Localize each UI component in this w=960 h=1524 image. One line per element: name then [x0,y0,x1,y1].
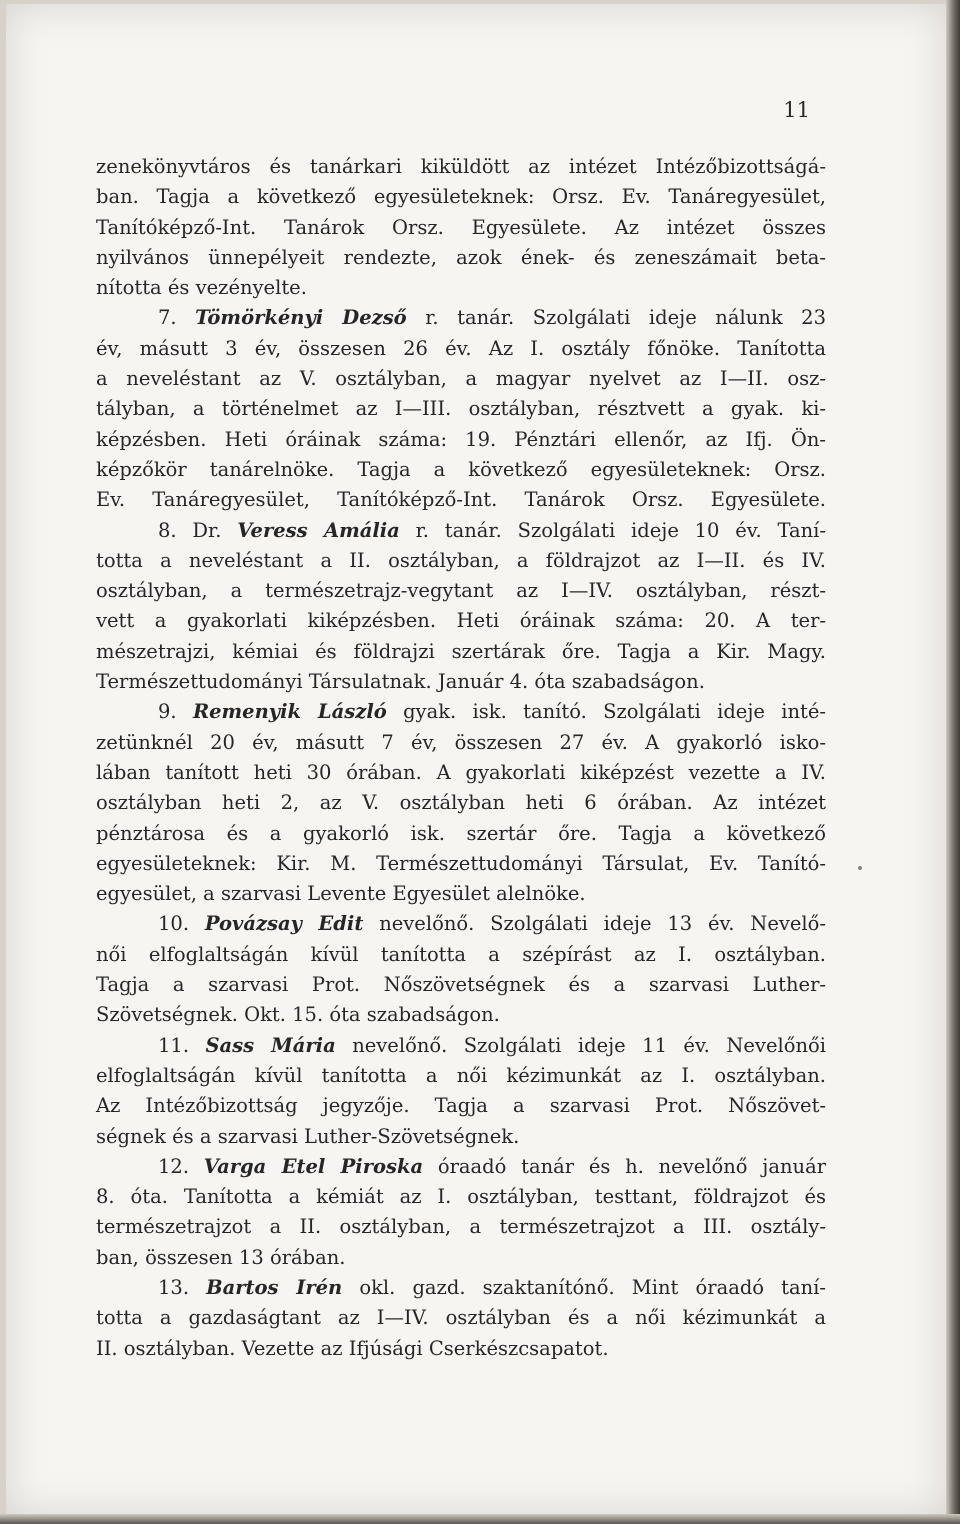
text-line: Ev. Tanáregyesület, Tanítóképző-Int. Tanárok Orsz. Egyesülete. [96,488,826,512]
page-number: 11 [783,98,810,122]
entry-text: r. tanár. Szolgálati ideje nálunk 23 [425,306,826,330]
staff-name: Povázsay Edit [204,912,364,936]
staff-name: Varga Etel Piroska [203,1154,424,1178]
entry-number: 12. [158,1154,190,1178]
entry-number: 8. Dr. [158,518,222,542]
text-line: női elfoglaltságán kívül tanította a szépírást az I. osztályban. [96,942,826,966]
dust-speck [858,866,862,870]
text-line: Az Intézőbizottság jegyzője. Tagja a szarvasi Prot. Nőszövet- [96,1094,826,1118]
text-line: egyesületeknek: Kir. M. Természettudományi Társulat, Ev. Tanító- [96,851,826,875]
entry-first-line [96,909,826,939]
text-line: egyesület, a szarvasi Levente Egyesület alelnöke. [96,882,586,906]
staff-name: Bartos Irén [206,1275,343,1299]
text-line: elfoglaltságán kívül tanította a női kézimunkát az I. osztályban. [96,1063,826,1087]
text-line: zetünknél 20 év, másutt 7 év, összesen 27 év. A gyakorló isko- [96,730,826,754]
entry-first-line [96,697,826,727]
text-line: totta a neveléstant a II. osztályban, a földrajzot az I—II. és IV. [96,548,826,572]
text-line: ban, összesen 13 órában. [96,1245,346,1269]
text-line: vett a gyakorlati kiképzésben. Heti óráinak száma: 20. A ter- [96,609,826,633]
text-line: képzésben. Heti óráinak száma: 19. Pénztári ellenőr, az Ifj. Ön- [96,427,826,451]
staff-name: Veress Amália [237,518,400,542]
text-line: ségnek és a szarvasi Luther-Szövetségnek. [96,1124,520,1148]
entry-text: r. tanár. Szolgálati ideje 10 év. Taní- [415,518,826,542]
text-line: Tagja a szarvasi Prot. Nőszövetségnek és a szarvasi Luther- [96,973,826,997]
text-line: ban. Tagja a következő egyesületeknek: Orsz. Ev. Tanáregyesület, [96,185,826,209]
entry-number: 9. [158,700,177,724]
entry-first-line [96,1152,826,1182]
text-line: 8. óta. Tanította a kémiát az I. osztályban, testtant, földrajzot és [96,1185,826,1209]
entry-first-line [96,303,826,333]
entry-number: 13. [158,1275,190,1299]
page-edge-shadow [946,0,960,1524]
entry-number: 11. [158,1033,190,1057]
entry-text: nevelőnő. Szolgálati ideje 13 év. Nevelő- [379,912,826,936]
text-line: Természettudományi Társulatnak. Január 4. óta szabadságon. [96,670,705,694]
text-line: természetrajzot a II. osztályban, a természetrajzot a III. osztály- [96,1215,826,1239]
page-bottom-shadow [0,1514,960,1524]
entry-first-line [96,1031,826,1061]
text-line: pénztárosa és a gyakorló isk. szertár őre. Tagja a következő [96,821,826,845]
entry-text: okl. gazd. szaktanítónő. Mint óraadó taní- [359,1275,827,1299]
entry-number: 10. [158,912,190,936]
text-line: lában tanított heti 30 órában. A gyakorlati kiképzést vezette a IV. [96,760,826,784]
text-line: a neveléstant az V. osztályban, a magyar nyelvet az I—II. osz- [96,367,826,391]
staff-name: Remenyik László [192,700,387,724]
text-line: év, másutt 3 év, összesen 26 év. Az I. osztály főnöke. Tanította [96,336,826,360]
entry-first-line [96,516,826,546]
text-line: osztályban heti 2, az V. osztályban heti 6 órában. Az intézet [96,791,826,815]
text-line: nyilvános ünnepélyeit rendezte, azok ének- és zeneszámait beta- [96,245,826,269]
entry-text: óraadó tanár és h. nevelőnő január [437,1154,827,1178]
text-line: tályban, a történelmet az I—III. osztályban, résztvett a gyak. ki- [96,397,826,421]
text-line: mészetrajzi, kémiai és földrajzi szertárak őre. Tagja a Kir. Magy. [96,639,826,663]
text-line: Tanítóképző-Int. Tanárok Orsz. Egyesülete. Az intézet összes [96,215,826,239]
text-line: osztályban, a természetrajz-vegytant az I—IV. osztályban, részt- [96,579,826,603]
entry-number: 7. [158,306,177,330]
entry-text: gyak. isk. tanító. Szolgálati ideje inté- [403,700,827,724]
entry-text: nevelőnő. Szolgálati ideje 11 év. Nevelőnői [352,1033,827,1057]
text-line: II. osztályban. Vezette az Ifjúsági Cserkészcsapatot. [96,1336,609,1360]
body-text [96,152,826,1364]
text-line: nította és vezényelte. [96,276,307,300]
text-line: képzőkör tanárelnöke. Tagja a következő egyesületeknek: Orsz. [96,457,826,481]
text-line: zenekönyvtáros és tanárkari kiküldött az intézet Intézőbizottságá- [96,155,826,178]
text-line: Szövetségnek. Okt. 15. óta szabadságon. [96,1003,500,1027]
staff-name: Tömörkényi Dezső [195,306,407,330]
text-line: totta a gazdaságtant az I—IV. osztályban és a női kézimunkát a [96,1306,826,1330]
entry-first-line [96,1273,826,1303]
staff-name: Sass Mária [205,1033,336,1057]
